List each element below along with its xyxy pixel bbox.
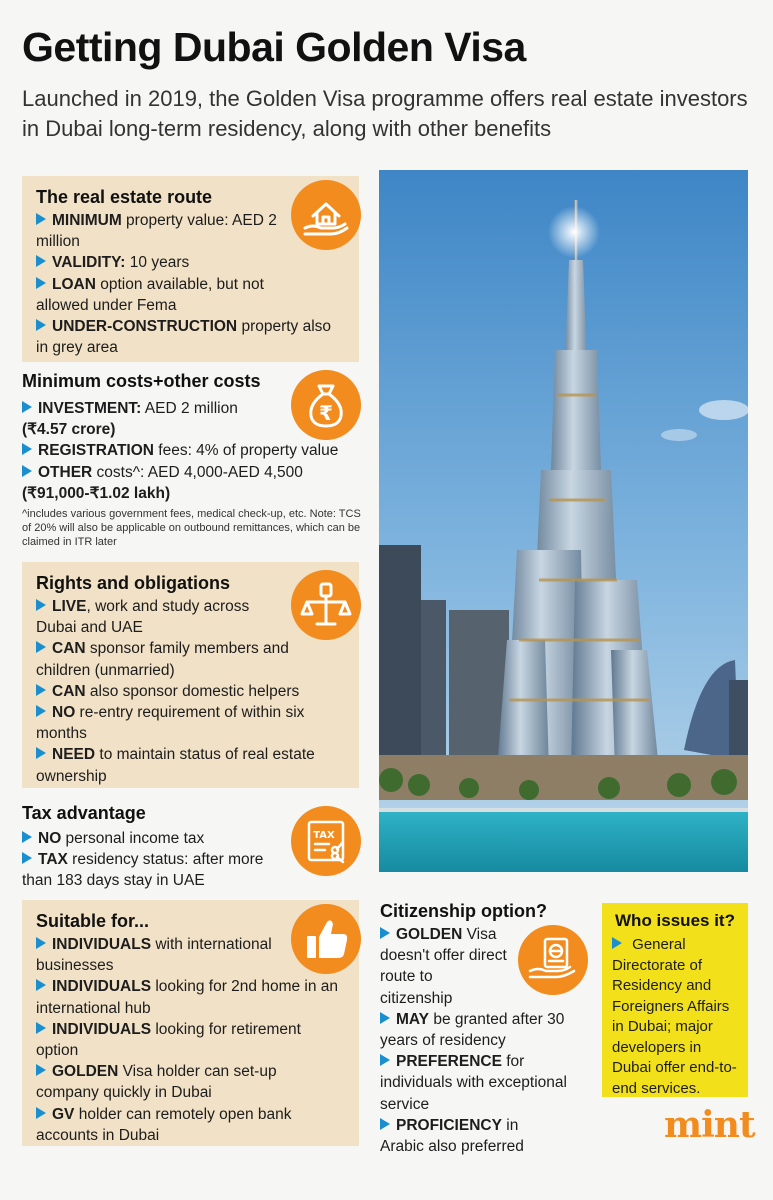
who-issues-title: Who issues it? <box>615 911 735 930</box>
list-item: LIVE, work and study across Dubai and UAE <box>36 598 250 637</box>
list-item: GOLDEN Visa holder can set-up company quickly in Dubai <box>36 1063 277 1102</box>
list-item: OTHER costs^: AED 4,000-AED 4,500 <box>22 462 367 483</box>
rights-title: Rights and obligations <box>36 573 230 593</box>
bullet-arrow-icon <box>380 1054 390 1066</box>
list-item: CAN sponsor family members and children (unmarried) <box>36 640 289 679</box>
bullet-arrow-icon <box>22 443 32 455</box>
list-item: GV holder can remotely open bank accounts in Dubai <box>36 1105 292 1144</box>
svg-text:₹: ₹ <box>319 401 333 425</box>
list-item: GOLDEN Visa doesn't offer direct route to citizenship <box>380 926 507 1007</box>
list-item: NO re-entry requirement of within six months <box>36 704 305 743</box>
mint-logo: mint <box>664 1104 755 1146</box>
bullet-arrow-icon <box>612 937 622 949</box>
list-item: NEED to maintain status of real estate ownership <box>36 746 315 785</box>
list-item: PREFERENCE for individuals with exceptional service <box>380 1053 567 1113</box>
list-item-extra: (₹91,000-₹1.02 lakh) <box>22 484 171 502</box>
bullet-arrow-icon <box>22 852 32 864</box>
who-issues-box <box>602 903 748 1097</box>
house-hand-icon <box>291 180 361 250</box>
bullet-arrow-icon <box>36 1107 46 1119</box>
bullet-arrow-icon <box>36 641 46 653</box>
costs-title: Minimum costs+other costs <box>22 371 261 391</box>
bullet-arrow-icon <box>380 927 390 939</box>
who-issues-text: General Directorate of Residency and Foreigners Affairs in Dubai; major developers in Dubai offer end-to-end services. <box>612 936 737 1097</box>
list-item: LOAN option available, but not allowed under Fema <box>36 275 264 314</box>
tax-title: Tax advantage <box>22 803 146 823</box>
tax-document-icon <box>291 806 361 876</box>
list-item: INVESTMENT: AED 2 million <box>22 398 367 419</box>
list-item: MINIMUM property value: AED 2 million <box>36 212 277 251</box>
bullet-arrow-icon <box>36 277 46 289</box>
bullet-arrow-icon <box>36 684 46 696</box>
real-estate-title: The real estate route <box>36 187 213 207</box>
bullet-arrow-icon <box>22 831 32 843</box>
passport-hand-icon <box>518 925 588 995</box>
list-item: INDIVIDUALS with international businesses <box>36 936 272 975</box>
burj-khalifa-photo <box>379 170 748 872</box>
list-item: PROFICIENCY in Arabic also preferred <box>380 1116 524 1156</box>
page-subtitle: Launched in 2019, the Golden Visa programme offers real estate investors in Dubai long-term residency, along with other benefits <box>22 86 748 141</box>
bullet-arrow-icon <box>36 213 46 225</box>
list-item: INDIVIDUALS looking for 2nd home in an international hub <box>36 978 339 1017</box>
svg-text:TAX: TAX <box>313 830 335 841</box>
bullet-arrow-icon <box>36 705 46 717</box>
bullet-arrow-icon <box>36 1022 46 1034</box>
list-item: REGISTRATION fees: 4% of property value <box>22 440 367 461</box>
citizenship-title: Citizenship option? <box>380 901 547 921</box>
suitable-title: Suitable for... <box>36 911 150 931</box>
list-item-extra: (₹4.57 crore) <box>22 421 116 439</box>
list-item: TAX residency status: after more than 183 days stay in UAE <box>22 851 264 890</box>
list-item: MAY be granted after 30 years of residency <box>380 1010 565 1050</box>
list-item: VALIDITY: 10 years <box>36 252 345 273</box>
bullet-arrow-icon <box>36 319 46 331</box>
justice-scale-icon <box>291 570 361 640</box>
list-item: NO personal income tax <box>22 828 367 849</box>
costs-note: ^includes various government fees, medical check-up, etc. Note: TCS of 20% will also be applicable on outbound remittances, which can be claimed in ITR later <box>22 508 361 549</box>
thumbs-up-icon <box>291 904 361 974</box>
bullet-arrow-icon <box>36 599 46 611</box>
bullet-arrow-icon <box>36 747 46 759</box>
bullet-arrow-icon <box>22 465 32 477</box>
bullet-arrow-icon <box>380 1118 390 1130</box>
bullet-arrow-icon <box>380 1012 390 1024</box>
list-item: INDIVIDUALS looking for retirement option <box>36 1020 301 1060</box>
rupee-bag-icon <box>291 370 361 440</box>
list-item: UNDER-CONSTRUCTION property also in grey area <box>36 318 332 357</box>
list-item: CAN also sponsor domestic helpers <box>36 681 345 702</box>
bullet-arrow-icon <box>22 401 32 413</box>
bullet-arrow-icon <box>36 255 46 267</box>
bullet-arrow-icon <box>36 937 46 949</box>
page-title: Getting Dubai Golden Visa <box>22 24 526 70</box>
bullet-arrow-icon <box>36 979 46 991</box>
bullet-arrow-icon <box>36 1064 46 1076</box>
